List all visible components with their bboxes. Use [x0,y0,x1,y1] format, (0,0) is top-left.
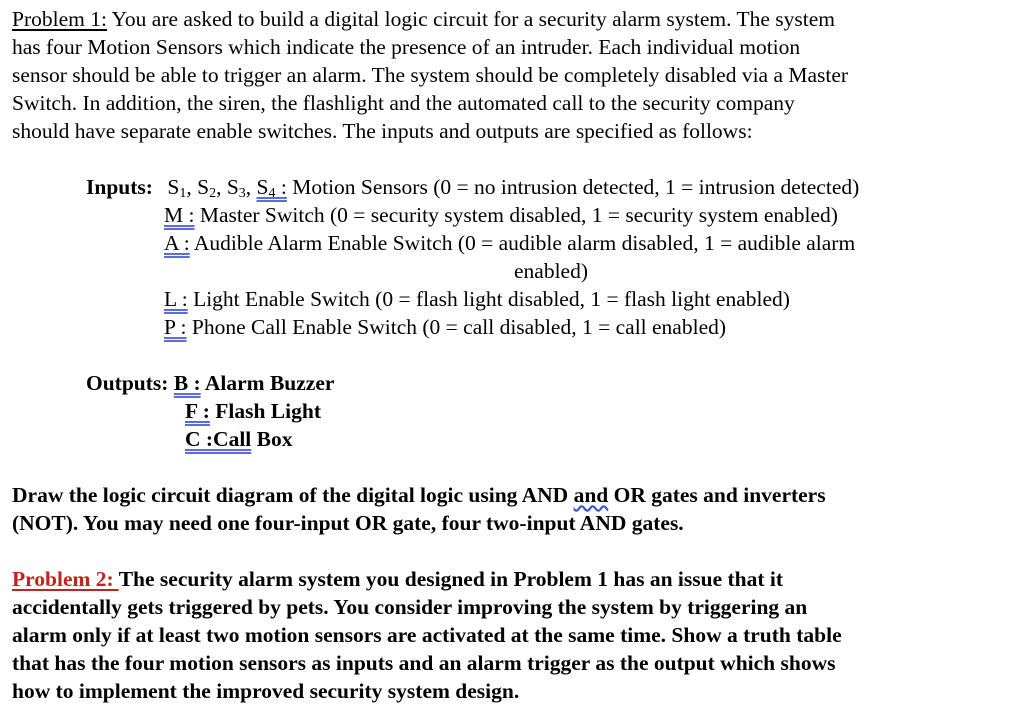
problem2-label: Problem 2: [12,567,119,591]
input-a-row [12,229,1012,257]
problem2-line-2: accidentally gets triggered by pets. You consider improving the system by triggering an [12,595,808,619]
outputs-section [12,369,1012,453]
output-c-desc: Box [251,427,293,451]
inputs-section [12,173,1012,341]
problem1-label: Problem 1: [12,7,107,31]
problem2-line-4: that has the four motion sensors as inputs and an alarm trigger as the output which shows [12,651,836,675]
input-p-row [12,313,1012,341]
problem1-line-3: sensor should be able to trigger an alarm. The system should be completely disabled via a Master [12,63,849,87]
input-m-row [12,201,1012,229]
output-c-symbol: C :Call [185,427,252,451]
input-p-desc: Phone Call Enable Switch (0 = call disabled, 1 = call enabled) [186,315,727,339]
input-l-symbol: L : [164,287,188,311]
problem2-paragraph [12,565,1012,705]
inputs-heading: Inputs: [86,175,153,199]
input-m-symbol: M : [164,203,195,227]
input-l-desc: Light Enable Switch (0 = flash light disabled, 1 = flash light enabled) [187,287,790,311]
instruction-line-2: (NOT). You may need one four-input OR gate, four two-input AND gates. [12,511,684,535]
document-page [12,5,1012,705]
output-c-row [12,425,1012,453]
input-l-row [12,285,1012,313]
input-m-desc: Master Switch (0 = security system disabled, 1 = security system enabled) [194,203,838,227]
problem1-line-2: has four Motion Sensors which indicate the presence of an intruder. Each individual motion [12,35,801,59]
input-p-symbol: P : [164,315,187,339]
output-f-desc: Flash Light [209,399,321,423]
output-f-row [12,397,1012,425]
output-b-row [12,369,1012,397]
input-a-symbol: A : [164,231,190,255]
problem1-line-1: Problem 1: You are asked to build a digital logic circuit for a security alarm system. The system [12,7,836,31]
problem1-paragraph [12,5,1012,145]
input-a-desc: Audible Alarm Enable Switch (0 = audible alarm disabled, 1 = audible alarm [189,231,856,255]
output-b-desc: Alarm Buzzer [200,371,335,395]
problem1-line-4: Switch. In addition, the siren, the flashlight and the automated call to the security company [12,91,795,115]
input-a-continuation: enabled) [514,259,589,283]
problem1-line-5: should have separate enable switches. The inputs and outputs are specified as follows: [12,119,753,143]
spellcheck-word: and [573,483,609,507]
problem2-line-3: alarm only if at least two motion sensors are activated at the same time. Show a truth table [12,623,842,647]
output-b-symbol: B : [173,371,201,395]
problem2-line-5: how to implement the improved security system design. [12,679,520,703]
output-f-symbol: F : [185,399,210,423]
instruction-line-1: Draw the logic circuit diagram of the digital logic using AND and OR gates and inverters [12,483,826,507]
instruction-paragraph [12,481,1012,537]
input-s-symbols: $S_1$, $S_2$, $S_3$, $S_4$ : [167,175,287,201]
input-s-desc: Motion Sensors (0 = no intrusion detected, 1 = intrusion detected) [292,175,860,199]
input-s-row [12,173,1012,201]
outputs-heading: Outputs: [86,371,169,395]
problem2-line-1: Problem 2: The security alarm system you designed in Problem 1 has an issue that it [12,567,784,591]
